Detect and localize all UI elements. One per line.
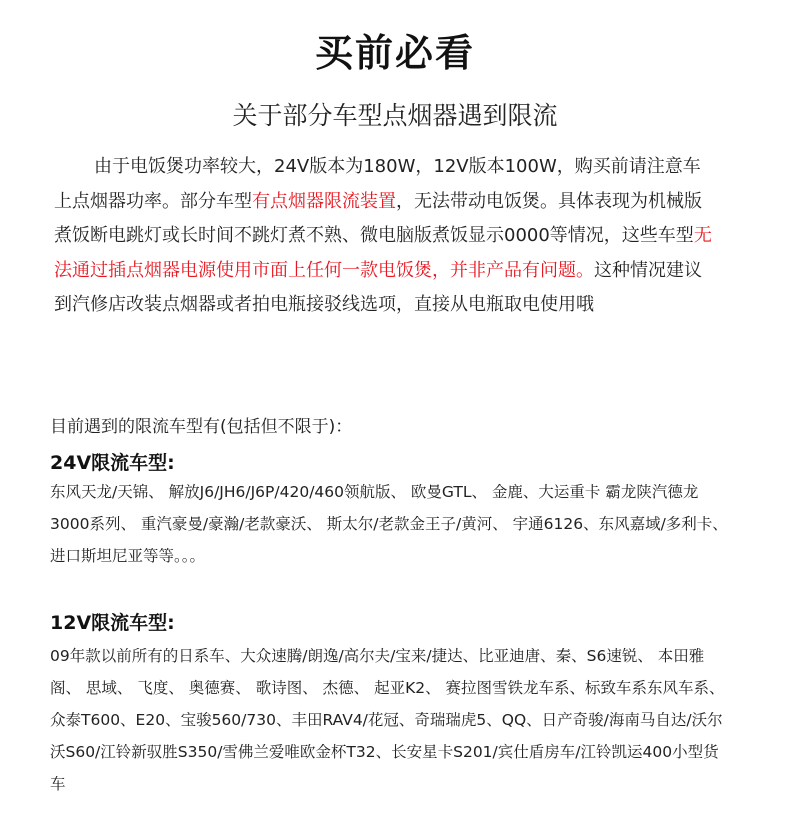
- intro-text: 由于电饭煲功率较大，24V版本为180W，12V版本100W，购买前请注意车上点烟器功率。部分车型: [54, 156, 701, 212]
- section-heading-12v: 12V限流车型:: [50, 612, 175, 634]
- list-title: 目前遇到的限流车型有(包括但不限于)：: [50, 417, 353, 437]
- intro-text: 这种情况建议到汽修店改装点烟器或者拍电瓶接驳线选项，直接从电瓶取电使用哦: [54, 259, 702, 315]
- section-heading-24v: 24V限流车型:: [50, 452, 175, 474]
- page-subtitle: 关于部分车型点烟器遇到限流: [232, 101, 558, 130]
- intro-highlight: 有点烟器限流装置: [252, 190, 396, 212]
- intro-text: ，无法带动电饭煲。具体表现为机械版煮饭断电跳灯或长时间不跳灯煮不熟、微电脑版煮饭显示0000等情况，这些车型: [54, 190, 702, 246]
- page-title: 买前必看: [314, 31, 475, 75]
- section-body-12v: 09年款以前所有的日系车、大众速腾/朗逸/高尔夫/宝来/捷达、比亚迪唐、秦、S6速锐、 本田雅阁、 思域、 飞度、 奥德赛、 歌诗图、 杰德、 起亚K2、 赛拉图雪铁龙车系、标致车系东风车系、众泰T600、E20、宝骏560/730、丰田RAV4/花冠、奇瑞瑞虎5、QQ、日产奇骏/海南马自达/沃尔沃S60/江铃新驭胜S350/雪佛兰爱唯欧金杯T32、长安星卡S201/宾仕盾房车/江铃凯运400小型货车: [50, 647, 725, 793]
- intro-paragraph: [54, 150, 714, 323]
- intro-highlight: 无法通过插点烟器电源使用市面上任何一款电饭煲，并非产品有问题。: [54, 225, 712, 281]
- section-body-24v: 东风天龙/天锦、 解放J6/JH6/J6P/420/460领航版、 欧曼GTL、 金鹿、大运重卡 霸龙陕汽德龙3000系列、 重汽豪曼/豪瀚/老款豪沃、 斯太尔/老款金王子/黄河、 宇通6126、东风嘉域/多利卡、进口斯坦尼亚等等。。。: [50, 483, 728, 565]
